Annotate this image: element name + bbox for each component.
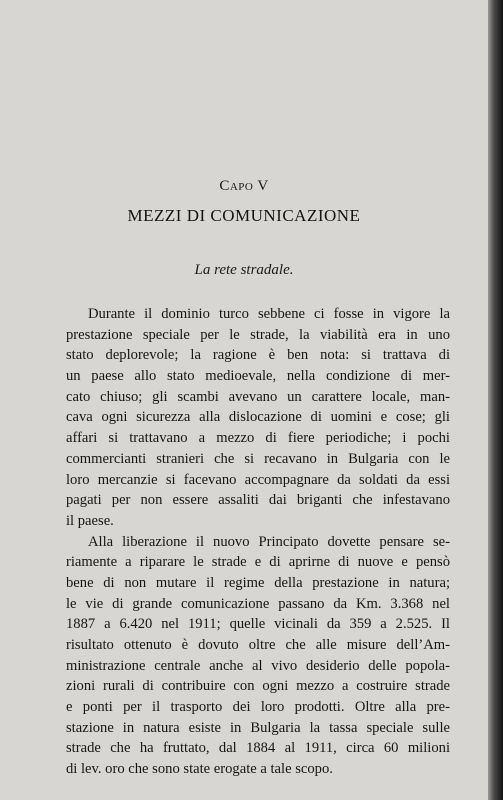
chapter-title: MEZZI DI COMUNICAZIONE xyxy=(127,206,361,225)
text-line: il paese. xyxy=(66,512,114,529)
text-line: pagati per non essere assaliti dai briganti che infestavano xyxy=(66,492,450,509)
text-line: Alla liberazione il nuovo Principato dovette pensare se- xyxy=(88,533,450,550)
text-line: di lev. oro che sono state erogate a tale scopo. xyxy=(66,761,333,778)
text-line: risultato ottenuto è dovuto oltre che alle misure dell’Am- xyxy=(66,637,450,653)
text-line: riamente a riparare le strade e di aprirne di nuove e pensò xyxy=(66,554,450,571)
text-line: cato chiuso; gli scambi avevano un carattere locale, man- xyxy=(66,388,450,405)
text-line: cava ogni sicurezza alla dislocazione di uomini e cose; gli xyxy=(66,409,450,426)
chapter-heading: Capo V xyxy=(219,178,269,194)
text-line: stazione in natura esiste in Bulgaria la tassa speciale sulle xyxy=(66,719,450,736)
text-line: commercianti stranieri che si recavano in Bulgaria con le xyxy=(66,450,450,467)
paragraph-1 xyxy=(66,304,450,532)
text-line: zioni rurali di contribuire con ogni mezzo a costruire strade xyxy=(66,678,450,695)
text-line: stato deplorevole; la ragione è ben nota: si trattava di xyxy=(66,347,450,364)
section-title: La rete stradale. xyxy=(194,262,294,278)
paragraph-2 xyxy=(66,532,450,780)
text-line: le vie di grande comunicazione passano da Km. 3.368 nel xyxy=(66,595,450,612)
body-text xyxy=(66,304,450,780)
text-line: strade che ha fruttato, dal 1884 al 1911, circa 60 milioni xyxy=(66,740,450,757)
text-line: 1887 a 6.420 nel 1911; quelle vicinali da 359 a 2.525. Il xyxy=(66,616,450,633)
text-line: affari si trattavano a mezzo di fiere periodiche; i pochi xyxy=(66,430,450,447)
text-line: prestazione speciale per le strade, la viabilità era in uno xyxy=(66,326,450,343)
text-line: ministrazione centrale anche al vivo desiderio delle popola- xyxy=(66,657,450,674)
text-line: loro mercanzie si facevano accompagnare da soldati da essi xyxy=(66,471,450,488)
text-line: un paese allo stato medioevale, nella condizione di mer- xyxy=(66,368,450,385)
text-line: bene di non mutare il regime della prestazione in natura; xyxy=(66,574,450,591)
text-line: Durante il dominio turco sebbene ci fosse in vigore la xyxy=(88,306,450,322)
text-line: e ponti per il trasporto dei loro prodotti. Oltre alla pre- xyxy=(66,699,450,716)
page-edge-shadow xyxy=(488,0,503,800)
